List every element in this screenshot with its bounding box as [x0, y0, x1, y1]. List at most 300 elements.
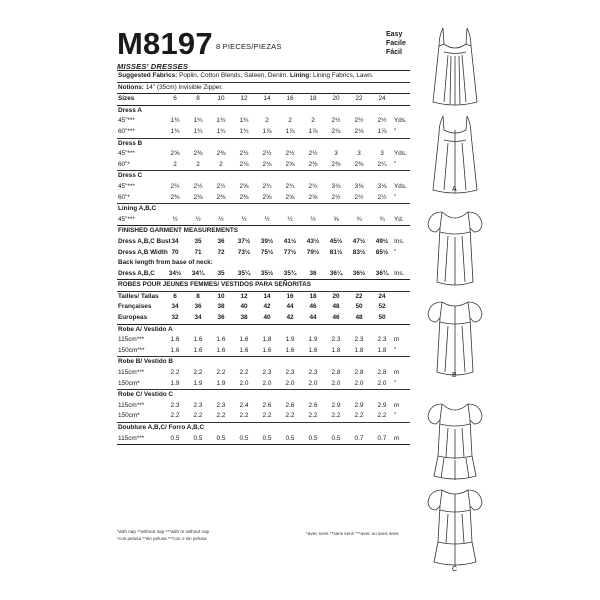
section-title	[117, 226, 410, 237]
table-cell: 2½	[331, 117, 341, 125]
table-cell: 2	[173, 160, 177, 168]
row-label: Dress B	[118, 139, 143, 147]
table-cell: 1.6	[262, 346, 272, 354]
unit-label: "	[394, 193, 397, 201]
footnote-spanish: *con pelusa **sin pelusa ***con o sin pelusa	[117, 536, 207, 541]
table-cell: 36	[217, 237, 225, 245]
measurement-row	[117, 248, 410, 259]
table-cell: 6	[173, 292, 177, 300]
table-cell: 2½	[354, 193, 364, 201]
table-cell: 1.6	[308, 346, 318, 354]
table-cell: 1.6	[193, 346, 203, 354]
table-cell: 2.2	[239, 369, 249, 377]
view-label-b: B	[452, 372, 457, 379]
yardage-row	[117, 160, 410, 171]
table-cell: 2⅛	[239, 160, 249, 168]
table-cell: ½	[241, 215, 247, 223]
table-cell: 2.2	[285, 412, 295, 420]
table-cell: 2.3	[285, 369, 295, 377]
row-label: Dress A,B,C Bust	[118, 237, 171, 245]
table-cell: 72	[217, 248, 225, 256]
table-cell: 2.2	[308, 412, 318, 420]
yardage-row	[117, 379, 410, 390]
table-cell: 12	[240, 292, 248, 300]
table-cell: 35¼	[237, 269, 251, 277]
row-label: Robe C/ Vestido C	[118, 391, 174, 399]
table-cell: 2.6	[308, 401, 318, 409]
table-cell: 36	[194, 303, 202, 311]
table-cell: 1⅞	[377, 127, 387, 135]
row-label: Dress A	[118, 106, 142, 114]
table-cell: 52	[378, 303, 386, 311]
row-label: 60"*	[118, 193, 130, 201]
table-cell: 2.2	[216, 412, 226, 420]
row-label: Françaises	[118, 303, 152, 311]
fabrics-value: Poplin, Cotton Blends, Sateen, Denim.	[179, 72, 289, 79]
sizes-row	[117, 94, 410, 105]
piece-count: 8 PIECES/PIEZAS	[216, 42, 282, 51]
difficulty-en: Easy	[386, 31, 403, 38]
table-cell: 2.6	[262, 401, 272, 409]
table-cell: 3⅛	[331, 182, 341, 190]
table-cell: 14	[263, 292, 271, 300]
table-cell: 2¾	[285, 182, 295, 190]
lining-value: Lining Fabrics, Lawn.	[313, 72, 374, 79]
pattern-number: M8197	[117, 26, 213, 61]
row-label: FINISHED GARMENT MEASUREMENTS	[118, 227, 239, 235]
unit-label: Ins.	[394, 237, 405, 245]
table-cell: 34¾	[191, 269, 205, 277]
table-cell: 1.8	[262, 336, 272, 344]
table-cell: 10	[217, 292, 225, 300]
table-cell: 2¼	[377, 160, 387, 168]
table-cell: 2⅜	[216, 150, 226, 158]
table-cell: 22	[355, 292, 363, 300]
table-cell: 43½	[306, 237, 320, 245]
row-label: ROBES POUR JEUNES FEMMES/ VESTIDOS PARA SEÑORITAS	[118, 281, 312, 289]
table-cell: 2½	[308, 150, 318, 158]
english-yardage	[117, 94, 410, 279]
table-cell: 44	[309, 314, 317, 322]
table-cell: 48	[332, 303, 340, 311]
dress-c-back-sketch	[420, 480, 490, 570]
table-cell: 20	[332, 95, 340, 103]
table-cell: 2.0	[331, 379, 341, 387]
unit-label: "	[394, 160, 397, 168]
table-cell: 2.8	[377, 369, 387, 377]
table-cell: 22	[355, 95, 363, 103]
row-label: 60"*	[118, 160, 130, 168]
table-cell: 2.6	[285, 401, 295, 409]
yardage-row	[117, 127, 410, 138]
footnote-french: *avec sens **sans sens ***avec ou sans sens	[306, 531, 399, 536]
row-label: Dress A,B Width	[118, 248, 168, 256]
table-cell: 20	[332, 292, 340, 300]
table-cell: 81½	[329, 248, 343, 256]
row-label: 115cm***	[118, 369, 145, 377]
table-cell: 36¼	[329, 269, 343, 277]
row-label: 45"***	[118, 182, 135, 190]
table-cell: 41½	[283, 237, 297, 245]
table-cell: 44	[286, 303, 294, 311]
table-cell: 2¾	[262, 182, 272, 190]
table-cell: 35¾	[283, 269, 297, 277]
size-row	[117, 313, 410, 324]
row-label: 115cm***	[118, 336, 145, 344]
table-cell: 2⅝	[285, 193, 295, 201]
table-cell: 2.8	[354, 369, 364, 377]
table-cell: 2.2	[239, 412, 249, 420]
measurement-row	[117, 237, 410, 248]
section-title	[117, 258, 410, 269]
table-cell: 2½	[216, 182, 226, 190]
difficulty-fr: Facile	[386, 40, 406, 47]
table-cell: 2.3	[377, 336, 387, 344]
yardage-row	[117, 182, 410, 193]
yardage-row	[117, 411, 410, 422]
table-cell: 39½	[260, 237, 274, 245]
table-cell: 2.2	[331, 412, 341, 420]
dress-a-front-sketch	[420, 22, 490, 112]
table-cell: 34½	[168, 269, 182, 277]
table-cell: 1¾	[216, 117, 226, 125]
unit-label: m	[394, 336, 400, 344]
yardage-row	[117, 116, 410, 127]
garment-sketches	[420, 22, 490, 582]
row-label: 150cm*	[118, 412, 140, 420]
table-cell: 2.3	[308, 369, 318, 377]
table-cell: 1¾	[239, 127, 249, 135]
table-cell: 1.9	[193, 379, 203, 387]
unit-label: Yds.	[394, 117, 407, 125]
table-cell: 50	[378, 314, 386, 322]
dress-b-front-sketch	[420, 202, 490, 292]
table-cell: 35	[194, 237, 202, 245]
section-title	[117, 390, 410, 401]
table-cell: 2⅝	[308, 193, 318, 201]
table-cell: 2.3	[331, 336, 341, 344]
table-cell: 1⅞	[262, 127, 272, 135]
row-label: 45"***	[118, 117, 135, 125]
table-cell: 2	[265, 117, 269, 125]
table-cell: 2.9	[331, 401, 341, 409]
table-cell: 1.8	[331, 346, 341, 354]
table-cell: 1.6	[193, 336, 203, 344]
table-cell: 42	[286, 314, 294, 322]
table-cell: 18	[309, 292, 317, 300]
table-cell: 10	[217, 95, 225, 103]
foreign-yardage	[117, 280, 410, 444]
table-cell: ½	[310, 215, 316, 223]
table-cell: 0.5	[193, 434, 203, 442]
unit-label: m	[394, 369, 400, 377]
table-cell: 40	[240, 303, 248, 311]
table-cell: 1.9	[308, 336, 318, 344]
table-cell: 32	[171, 314, 179, 322]
table-cell: 14	[263, 95, 271, 103]
table-cell: 2.0	[239, 379, 249, 387]
yardage-row	[117, 401, 410, 412]
footnote-english: *with nap **without nap ***with or without nap	[117, 529, 210, 534]
table-cell: 83½	[352, 248, 366, 256]
table-cell: 1¾	[193, 117, 203, 125]
table-cell: 1.6	[170, 346, 180, 354]
table-cell: 42	[263, 303, 271, 311]
table-cell: 1.8	[354, 346, 364, 354]
row-label: Robe B/ Vestido B	[118, 358, 174, 366]
table-cell: 2.0	[308, 379, 318, 387]
table-cell: 2⅛	[262, 160, 272, 168]
table-cell: 0.5	[285, 434, 295, 442]
table-cell: 2.4	[239, 401, 249, 409]
table-cell: 2⅝	[239, 182, 249, 190]
table-cell: 2.9	[377, 401, 387, 409]
suggested-fabrics	[117, 71, 410, 82]
table-cell: 0.5	[216, 434, 226, 442]
table-cell: 16	[286, 292, 294, 300]
section-title	[117, 139, 410, 150]
table-cell: 2⅛	[354, 127, 364, 135]
unit-label: m	[394, 401, 400, 409]
yardage-row	[117, 215, 410, 226]
table-cell: 37½	[237, 237, 251, 245]
table-cell: 2⅜	[170, 193, 180, 201]
table-cell: 34	[171, 237, 179, 245]
notions-value: 14" (35cm) Invisible Zipper.	[145, 83, 223, 91]
yardage-row	[117, 335, 410, 346]
table-cell: 3	[357, 150, 361, 158]
unit-label: "	[394, 346, 397, 354]
table-cell: 1.6	[239, 336, 249, 344]
section-title	[117, 280, 410, 291]
table-cell: 85½	[375, 248, 389, 256]
table-cell: 48	[355, 314, 363, 322]
footnotes-left	[117, 528, 209, 542]
row-label: 150cm***	[118, 346, 145, 354]
table-cell: ½	[218, 215, 224, 223]
table-cell: 2.2	[216, 369, 226, 377]
table-cell: 2½	[239, 150, 249, 158]
table-cell: 2.3	[216, 401, 226, 409]
yardage-row	[117, 368, 410, 379]
table-cell: 2½	[262, 150, 272, 158]
table-cell: 36½	[352, 269, 366, 277]
table-cell: 3	[380, 150, 384, 158]
difficulty-es: Fácil	[386, 49, 402, 56]
table-cell: 38	[240, 314, 248, 322]
table-cell: 0.7	[377, 434, 387, 442]
table-cell: 36	[309, 269, 317, 277]
table-cell: ½	[287, 215, 293, 223]
row-label: Europeas	[118, 314, 148, 322]
table-cell: 1.9	[285, 336, 295, 344]
table-cell: 77½	[283, 248, 297, 256]
row-label: 150cm*	[118, 379, 140, 387]
table-cell: 46	[309, 303, 317, 311]
table-cell: 1¾	[170, 117, 180, 125]
table-cell: ½	[264, 215, 270, 223]
yardage-chart	[117, 70, 410, 445]
table-cell: 2.2	[170, 412, 180, 420]
row-label: Lining A,B,C	[118, 205, 157, 213]
table-cell: 2.3	[354, 336, 364, 344]
fabrics-label: Suggested Fabrics:	[118, 72, 178, 79]
table-cell: 2½	[331, 193, 341, 201]
table-cell: 38	[217, 303, 225, 311]
table-cell: 3⅛	[354, 182, 364, 190]
section-title	[117, 171, 410, 182]
table-cell: 8	[196, 292, 200, 300]
row-label: Doublure A,B,C/ Forro A,B,C	[118, 424, 205, 431]
table-cell: 1⅞	[308, 127, 318, 135]
table-cell: 2⅜	[331, 160, 341, 168]
yardage-row	[117, 149, 410, 160]
size-row	[117, 292, 410, 303]
table-cell: 1.9	[216, 379, 226, 387]
table-cell: 2.2	[193, 412, 203, 420]
unit-label: Yds.	[394, 150, 407, 158]
table-cell: 2.2	[262, 412, 272, 420]
table-cell: 36	[217, 314, 225, 322]
table-cell: 34	[171, 303, 179, 311]
table-cell: 2½	[285, 150, 295, 158]
table-cell: 2.0	[377, 379, 387, 387]
table-cell: 0.5	[308, 434, 318, 442]
table-cell: 16	[286, 95, 294, 103]
view-label-a: A	[452, 186, 457, 193]
row-label: 45"***	[118, 150, 135, 158]
table-cell: 3	[334, 150, 338, 158]
table-cell: 18	[309, 95, 317, 103]
table-cell: 1⅞	[285, 127, 295, 135]
table-cell: 2½	[354, 117, 364, 125]
table-cell: 46	[332, 314, 340, 322]
table-cell: 2.2	[193, 369, 203, 377]
table-cell: 0.5	[331, 434, 341, 442]
difficulty-level	[386, 30, 406, 57]
table-cell: ½	[195, 215, 201, 223]
table-cell: 2⅜	[193, 193, 203, 201]
table-cell: 12	[240, 95, 248, 103]
table-cell: 1.9	[170, 379, 180, 387]
table-cell: 35½	[260, 269, 274, 277]
table-cell: ½	[172, 215, 178, 223]
table-cell: 2	[219, 160, 223, 168]
table-cell: 0.5	[262, 434, 272, 442]
table-cell: 24	[378, 95, 386, 103]
table-cell: 2.0	[262, 379, 272, 387]
table-cell: 1.6	[216, 336, 226, 344]
size-row	[117, 302, 410, 313]
section-title	[117, 106, 410, 117]
pattern-title: MISSES' DRESSES	[117, 62, 189, 71]
table-cell: 1¾	[193, 127, 203, 135]
row-label: Back length from base of neck:	[118, 259, 213, 267]
row-label: Sizes	[118, 95, 135, 103]
table-cell: 2⅜	[193, 150, 203, 158]
table-cell: 2.9	[354, 401, 364, 409]
table-cell: 36¾	[375, 269, 389, 277]
table-cell: 2	[196, 160, 200, 168]
row-label: 60"***	[118, 127, 135, 135]
lining-label: Lining:	[289, 72, 312, 79]
table-cell: 3⅛	[377, 182, 387, 190]
unit-label: "	[394, 379, 397, 387]
measurement-row	[117, 269, 410, 280]
section-title	[117, 204, 410, 215]
table-cell: 70	[171, 248, 179, 256]
table-cell: 2.0	[285, 379, 295, 387]
notions	[117, 83, 410, 94]
table-cell: ⅝	[333, 215, 339, 223]
table-cell: 2⅜	[216, 193, 226, 201]
unit-label: m	[394, 434, 400, 442]
yardage-row	[117, 434, 410, 445]
table-cell: 1¾	[239, 117, 249, 125]
dress-c-front-sketch	[420, 394, 490, 484]
table-cell: 49½	[375, 237, 389, 245]
yardage-row	[117, 346, 410, 357]
table-cell: 35	[217, 269, 225, 277]
table-cell: 2⅝	[170, 150, 180, 158]
table-cell: 2½	[377, 193, 387, 201]
table-cell: 2½	[170, 182, 180, 190]
row-label: Dress A,B,C	[118, 269, 155, 277]
table-cell: 2⅜	[239, 193, 249, 201]
table-cell: 2½	[377, 117, 387, 125]
table-cell: 1.6	[285, 346, 295, 354]
unit-label: "	[394, 127, 397, 135]
table-cell: 2.3	[170, 401, 180, 409]
table-cell: 1¾	[216, 127, 226, 135]
table-cell: 1.8	[377, 346, 387, 354]
table-cell: 2¾	[308, 182, 318, 190]
row-label: Robe A/ Vestido A	[118, 325, 173, 333]
notions-label: Notions:	[118, 83, 144, 91]
table-cell: 2½	[193, 182, 203, 190]
table-cell: 2⅜	[354, 160, 364, 168]
row-label: 115cm***	[118, 401, 145, 409]
table-cell: 2.2	[354, 412, 364, 420]
table-cell: 2⅜	[308, 160, 318, 168]
table-cell: 40	[263, 314, 271, 322]
unit-label: "	[394, 412, 397, 420]
unit-label: Yds.	[394, 182, 407, 190]
table-cell: 1.6	[216, 346, 226, 354]
table-cell: 2.3	[262, 369, 272, 377]
unit-label: Yd.	[394, 215, 404, 223]
table-cell: 34	[194, 314, 202, 322]
row-label: Dress C	[118, 172, 143, 180]
table-cell: 79½	[306, 248, 320, 256]
table-cell: 1¾	[170, 127, 180, 135]
table-cell: 2	[311, 117, 315, 125]
section-title	[117, 423, 410, 434]
table-cell: 24	[378, 292, 386, 300]
table-cell: 2⅝	[262, 193, 272, 201]
row-label: 115cm***	[118, 434, 145, 442]
table-cell: 1.6	[170, 336, 180, 344]
row-label: Tailles/ Tallas	[118, 292, 159, 300]
table-cell: ¾	[379, 215, 385, 223]
table-cell: 2	[288, 117, 292, 125]
table-cell: 2.0	[354, 379, 364, 387]
table-cell: 0.5	[239, 434, 249, 442]
table-cell: 2.2	[377, 412, 387, 420]
unit-label: Ins.	[394, 269, 405, 277]
table-cell: 2.3	[193, 401, 203, 409]
table-cell: 0.7	[354, 434, 364, 442]
